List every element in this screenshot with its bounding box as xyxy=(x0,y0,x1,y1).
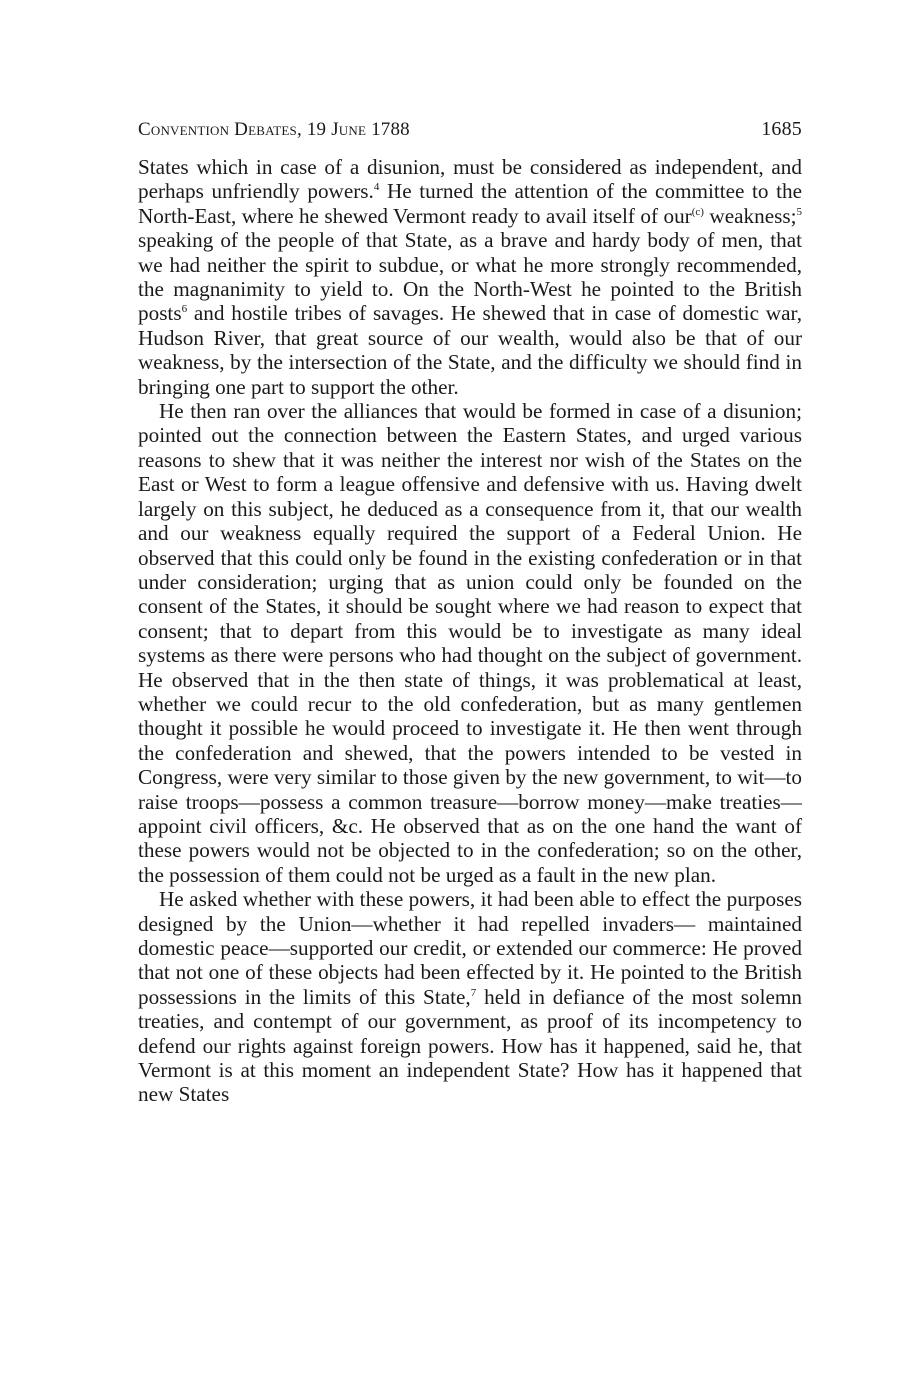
document-page xyxy=(138,118,802,1107)
text-run: and hostile tribes of savages. He shewed that in case of domestic war, Hudson River, that great source of our wealth, would also be that of our weakness, by the intersection of the State, and the difficulty we should find in bringing one part to support the other. xyxy=(138,301,802,399)
text-run: He turned the attention of the committee to the North-East, where he shewed Vermont ready to avail itself of our xyxy=(138,179,802,228)
body-text xyxy=(138,155,802,1107)
footnote-ref-7: 7 xyxy=(470,986,477,999)
page-number: 1685 xyxy=(761,118,802,140)
text-run: He asked whether with these powers, it had been able to effect the purposes designed by the Union—whether it had repelled invaders— maintained domestic peace—supported our credit, or extended our commerce: He proved that not one of these objects had been effected by it. He pointed to the British possessions in the limits of this State, xyxy=(138,887,802,1009)
text-run: States which in case of a disunion, must be considered as independent, and perhaps unfriendly powers. xyxy=(138,155,802,204)
footnote-ref-6: 6 xyxy=(181,303,188,316)
text-run: held in defiance of the most solemn treaties, and contempt of our government, as proof of its incompetency to defend our rights against foreign powers. How has it happened, said he, that Vermont is at this moment an independent State? How has it happened that new States xyxy=(138,984,802,1107)
footnote-ref-4: 4 xyxy=(373,181,380,194)
footnote-ref-5: 5 xyxy=(796,205,803,218)
text-run: weakness; xyxy=(703,203,797,228)
textual-note-ref-c: (c) xyxy=(691,205,704,218)
running-title: Convention Debates, 19 June 1788 xyxy=(138,119,410,140)
paragraph-continued xyxy=(138,155,802,399)
text-run: speaking of the people of that State, as a brave and hardy body of men, that we had neither the spirit to subdue, or what he more strongly recommended, the magnanimity to yield to. On the North-West he pointed to the British posts xyxy=(138,228,802,326)
running-head xyxy=(138,118,802,141)
paragraph xyxy=(138,399,802,887)
text-run: He then ran over the alliances that would be formed in case of a disunion; pointed out the connection between the Eastern States, and urged various reasons to shew that it was neither the interest nor wish of the States on the East or West to form a league offensive and defensive with us. Having dwelt largely on this subject, he deduced as a consequence from it, that our wealth and our weakness equally required the support of a Federal Union. He observed that this could only be found in the existing confederation or in that under consideration; urging that as union could only be founded on the consent of the States, it should be sought where we had reason to expect that consent; that to depart from this would be to investigate as many ideal systems as there were persons who had thought on the subject of government. He observed that in the then state of things, it was problematical at least, whether we could recur to the old confederation, but as many gentlemen thought it possible he would proceed to investigate it. He then went through the confederation and shewed, that the powers intended to be vested in Congress, were very similar to those given by the new government, to wit—to raise troops—possess a common treasure—borrow money—make treaties—appoint civil officers, &c. He observed that as on the one hand the want of these powers would not be objected to in the confederation; so on the other, the possession of them could not be urged as a fault in the new plan. xyxy=(138,399,802,887)
paragraph xyxy=(138,887,802,1107)
